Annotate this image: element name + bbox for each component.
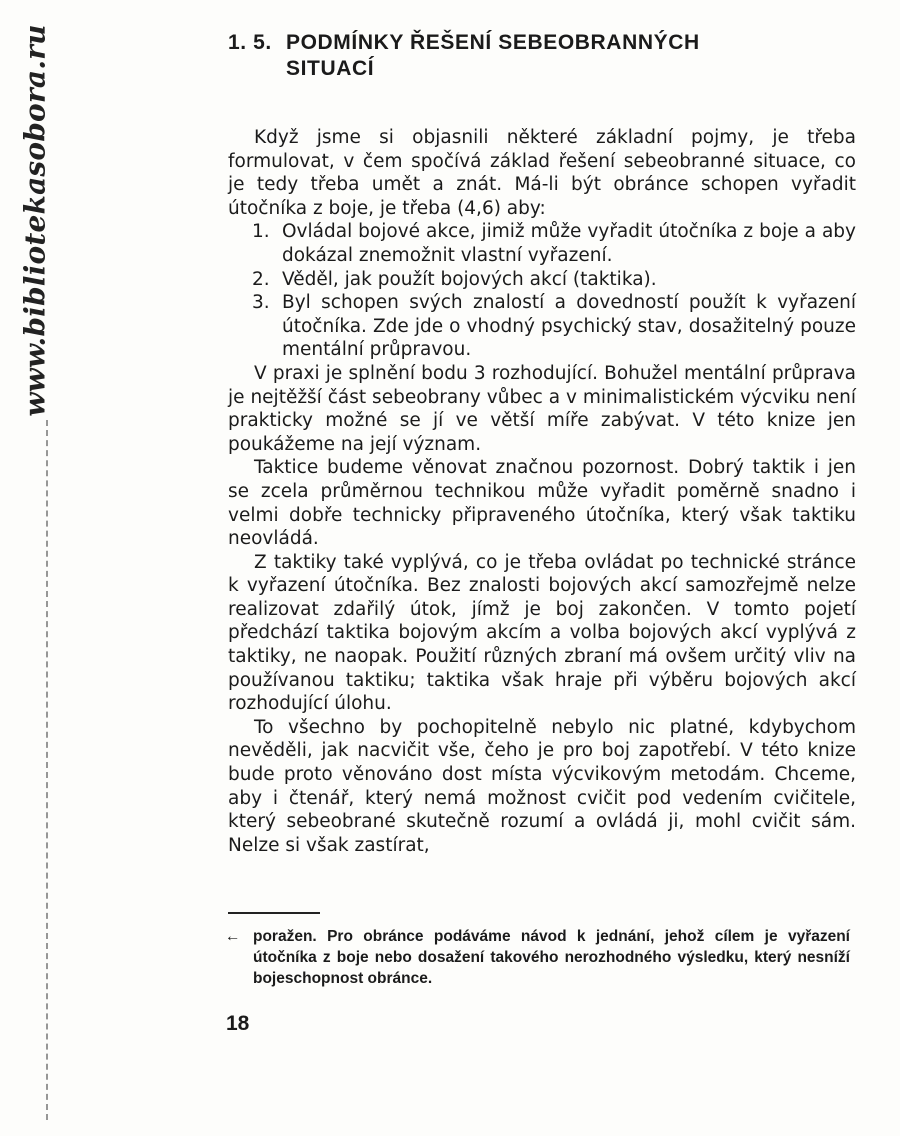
list-item-number: 1. <box>252 221 270 243</box>
list-item-text: Ovládal bojové akce, jimiž může vyřadit útočníka z boje a aby dokázal znemožnit vlastní vyřazení. <box>282 221 856 266</box>
section-heading <box>228 30 848 82</box>
list-item-text: Byl schopen svých znalostí a dovedností použít k vyřazení útočníka. Zde jde o vhodný psychický stav, dosažitelný pouze mentální průpravou. <box>282 292 856 361</box>
list-item <box>252 268 856 292</box>
paragraph: V praxi je splnění bodu 3 rozhodující. Bohužel mentální průprava je nejtěžší část sebeobrany vůbec a v minimalistickém výcviku není prakticky možné se jí ve větší míře zabývat. V této knize jen poukážeme na její význam. <box>228 362 856 455</box>
intro-paragraph: Když jsme si objasnili některé základní pojmy, je třeba formulovat, v čem spočívá základ řešení sebeobranné situace, co je tedy třeba umět a znát. Má-li být obránce schopen vyřadit útočníka z boje, je třeba (4,6) aby: <box>228 127 856 219</box>
conditions-list <box>228 220 856 362</box>
paragraph: Z taktiky také vyplývá, co je třeba ovládat po technické stránce k vyřazení útočníka. Bez znalosti bojových akcí samozřejmě nelze realizovat zdařilý útok, jímž je boj zakončen. V tomto pojetí předchází taktika bojovým akcím a volba bojových akcí vyplývá z taktiky, ne naopak. Použití různých zbraní má ovšem určitý vliv na používanou taktiku; taktika však hraje při výběru bojových akcí rozhodující úlohu. <box>228 551 856 715</box>
scan-edge-marks <box>46 420 51 1120</box>
list-item <box>252 291 856 362</box>
footnote <box>225 926 850 989</box>
page-number: 18 <box>226 1012 250 1035</box>
list-item-number: 3. <box>252 292 270 314</box>
watermark-text: www.bibliotekasobora.ru <box>18 23 52 417</box>
watermark <box>0 15 70 425</box>
paragraph: To všechno by pochopitelně nebylo nic platné, kdybychom nevěděli, jak nacvičit vše, čeho je pro boj zapotřebí. V této knize bude proto věnováno dost místa výcvikovým metodám. Chceme, aby i čtenář, který nemá možnost cvičit pod vedením cvičitele, který sebeobrané skutečně rozumí a ovládá ji, mohl cvičit sám. Nelze si však zastírat, <box>228 716 856 856</box>
section-title-line-1: PODMÍNKY ŘEŠENÍ SEBEOBRANNÝCH <box>286 31 700 54</box>
section-title-line-2: SITUACÍ <box>286 57 375 80</box>
footnote-separator <box>228 912 320 914</box>
list-item-number: 2. <box>252 268 270 290</box>
left-arrow-icon: ← <box>225 928 241 945</box>
section-number: 1. 5. <box>228 31 272 54</box>
list-item <box>252 220 856 267</box>
list-item-text: Věděl, jak použít bojových akcí (taktika). <box>282 268 657 290</box>
paragraph: Taktice budeme věnovat značnou pozornost. Dobrý taktik i jen se zcela průměrnou technikou může vyřadit poměrně snadno i velmi dobře technicky připraveného útočníka, který však taktiku neovládá. <box>228 457 856 550</box>
body-text <box>228 126 856 857</box>
footnote-text: poražen. Pro obránce podáváme návod k jednání, jehož cílem je vyřazení útočníka z boje nebo dosažení takového nerozhodného výsledku, který nesníží bojeschopnost obránce. <box>253 928 850 987</box>
